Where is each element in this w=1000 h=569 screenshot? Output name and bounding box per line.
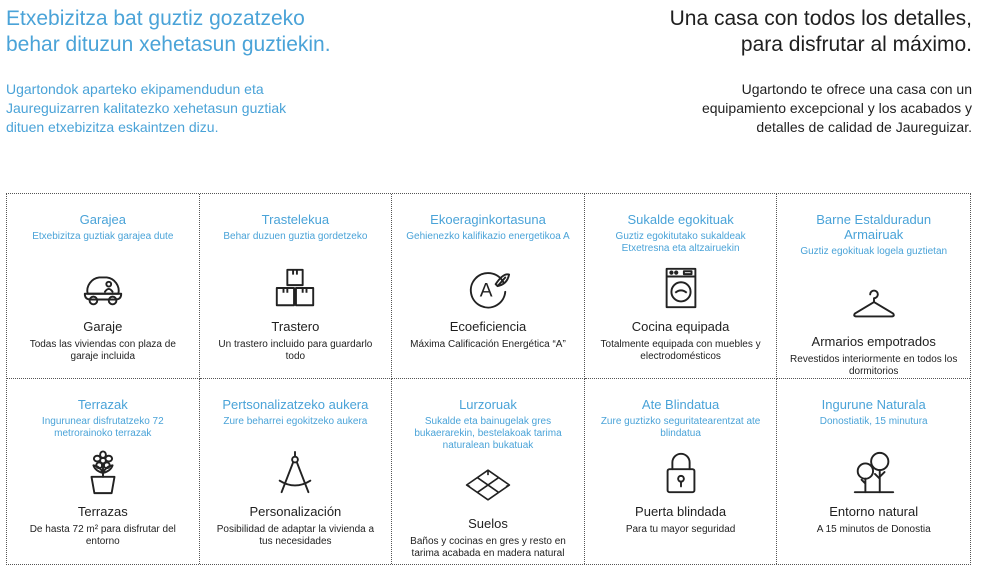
padlock-icon bbox=[656, 448, 706, 498]
feature-eu-desc: Guztiz egokitutako sukaldeak Etxetresna eta altzairuekin bbox=[615, 231, 746, 254]
feature-eu-desc: Guztiz egokituak logela guztietan bbox=[800, 246, 948, 257]
feature-eu-title: Ate Blindatua bbox=[641, 397, 720, 412]
feature-eu-desc: Donostiatik, 15 minutura bbox=[819, 416, 928, 427]
intro-spanish-title: Una casa con todos los detalles, para disfrutar al máximo. bbox=[669, 7, 972, 56]
features-grid bbox=[6, 193, 971, 565]
feature-eu-desc: Gehienezko kalifikazio energetikoa A bbox=[406, 231, 570, 242]
feature-terraces bbox=[7, 379, 200, 564]
feature-es-title: Cocina equipada bbox=[631, 319, 730, 334]
compass-icon bbox=[270, 448, 320, 498]
floor-tiles-icon bbox=[463, 460, 513, 510]
feature-eco-efficiency bbox=[392, 194, 585, 379]
svg-text:A: A bbox=[479, 280, 493, 302]
feature-eu-desc: Zure guztizko seguritatearentzat ate blindatua bbox=[600, 416, 761, 439]
feature-es-desc: Un trastero incluido para guardarlo todo bbox=[218, 339, 373, 362]
feature-eu-title: Pertsonalizatzeko aukera bbox=[222, 397, 369, 412]
intro-spanish-body: Ugartondo te ofrece una casa con un equipamiento excepcional y los acabados y detalles de calidad de Jaureguizar. bbox=[701, 81, 972, 135]
feature-eu-desc: Etxebizitza guztiak garajea dute bbox=[32, 231, 174, 242]
feature-kitchen bbox=[585, 194, 778, 379]
feature-es-desc: Posibilidad de adaptar la vivienda a tus necesidades bbox=[216, 524, 375, 547]
feature-customization bbox=[200, 379, 393, 564]
feature-eu-title: Lurzoruak bbox=[459, 397, 517, 412]
trees-icon bbox=[849, 448, 899, 498]
feature-es-title: Terrazas bbox=[77, 504, 128, 519]
feature-es-desc: A 15 minutos de Donostia bbox=[816, 524, 931, 535]
feature-natural-surroundings bbox=[777, 379, 970, 564]
boxes-icon bbox=[270, 263, 320, 313]
feature-eu-title: Garajea bbox=[79, 212, 126, 227]
intro-spanish bbox=[492, 6, 972, 137]
feature-eu-desc: Behar duzuen guztia gordetzeko bbox=[223, 231, 368, 242]
feature-wardrobes bbox=[777, 194, 970, 379]
hanger-icon bbox=[849, 278, 899, 328]
feature-eu-desc: Sukalde eta bainugelak gres bukaerarekin, bestelakoak tarima naturalean bukatuak bbox=[414, 416, 562, 451]
feature-es-title: Suelos bbox=[468, 516, 508, 531]
feature-es-title: Ecoeficiencia bbox=[449, 319, 527, 334]
feature-armored-door bbox=[585, 379, 778, 564]
feature-es-desc: De hasta 72 m² para disfrutar del entorno bbox=[29, 524, 176, 547]
feature-es-title: Trastero bbox=[271, 319, 320, 334]
car-icon bbox=[78, 263, 128, 313]
feature-es-desc: Totalmente equipada con muebles y electrodomésticos bbox=[600, 339, 761, 362]
feature-eu-desc: Ingurunear disfrutatzeko 72 metrorainoko terrazak bbox=[41, 416, 164, 439]
feature-es-desc: Para tu mayor seguridad bbox=[625, 524, 736, 535]
feature-floors bbox=[392, 379, 585, 564]
feature-es-desc: Máxima Calificación Energética “A” bbox=[410, 339, 566, 350]
feature-es-desc: Revestidos interiormente en todos los dormitorios bbox=[790, 354, 958, 377]
feature-eu-desc: Zure beharrei egokitzeko aukera bbox=[223, 416, 368, 427]
feature-eu-title: Terrazak bbox=[77, 397, 128, 412]
energy-a-icon bbox=[463, 263, 513, 313]
feature-es-title: Garaje bbox=[83, 319, 123, 334]
feature-es-title: Armarios empotrados bbox=[811, 334, 936, 349]
feature-eu-title: Sukalde egokituak bbox=[627, 212, 734, 227]
feature-eu-title: Ingurune Naturala bbox=[821, 397, 926, 412]
feature-es-desc: Todas las viviendas con plaza de garaje incluida bbox=[29, 339, 176, 362]
feature-eu-title: Ekoeraginkortasuna bbox=[430, 212, 546, 227]
intro-basque-body: Ugartondok aparteko ekipamendudun eta Jaureguizarren kalitatezko xehetasun guztiak dituen etxebizitza eskaintzen dizu. bbox=[6, 81, 287, 135]
feature-es-title: Entorno natural bbox=[829, 504, 919, 519]
washing-machine-icon bbox=[656, 263, 706, 313]
feature-es-desc: Baños y cocinas en gres y resto en tarima acabada en madera natural bbox=[410, 536, 566, 559]
intro-basque-title: Etxebizitza bat guztiz gozatzeko behar dituzun xehetasun guztiekin. bbox=[6, 7, 331, 56]
feature-eu-title: Trastelekua bbox=[261, 212, 330, 227]
feature-es-title: Puerta blindada bbox=[635, 504, 727, 519]
feature-eu-title: Barne Estalduradun Armairuak bbox=[816, 212, 932, 242]
flower-pot-icon bbox=[78, 448, 128, 498]
feature-storage bbox=[200, 194, 393, 379]
feature-garage bbox=[7, 194, 200, 379]
feature-es-title: Personalización bbox=[249, 504, 342, 519]
intro-basque bbox=[6, 6, 466, 137]
